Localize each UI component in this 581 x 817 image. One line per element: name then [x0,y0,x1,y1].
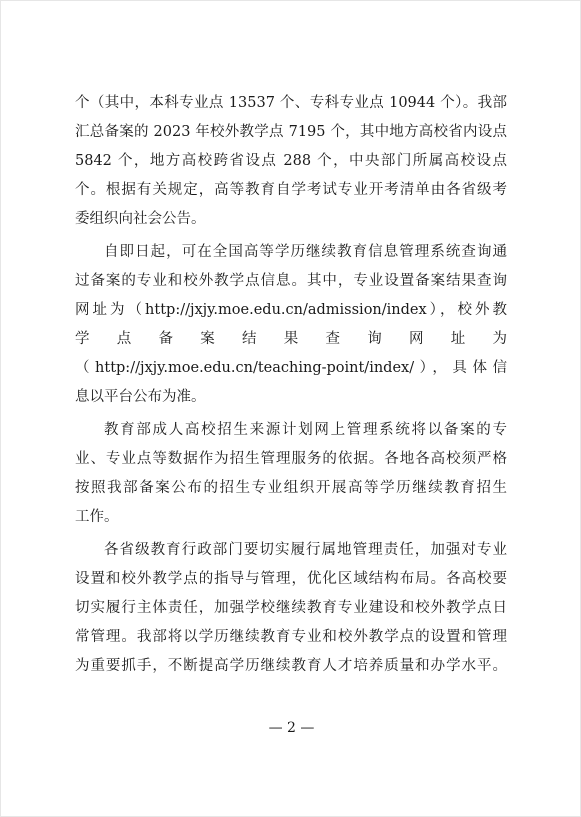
text-line: 为重要抓手，不断提高学历继续教育人才培养质量和办学水平。 [75,658,507,674]
text-line: 汇总备案的 2023 年校外教学点 7195 个，其中地方高校省内设点 [75,124,507,140]
text-line: 教育部成人高校招生来源计划网上管理系统将以备案的专 [104,422,507,438]
document-body [75,89,507,681]
text-line: （http://jxjy.moe.edu.cn/teaching-point/index/），具体信 [75,360,507,376]
text-line: 5842 个，地方高校跨省设点 288 个，中央部门所属高校设点 [75,153,507,169]
text-line: 学 点 备 案 结 果 查 询 网 址 为 [75,331,507,347]
text-line: 网址为（http://jxjy.moe.edu.cn/admission/index），校外教 [75,302,507,318]
text-line: 息以平台公布为准。 [75,389,206,405]
text-line: 自即日起，可在全国高等学历继续教育信息管理系统查询通 [104,244,507,260]
text-line: 工作。 [75,509,119,525]
text-line: 个。根据有关规定，高等教育自学考试专业开考清单由各省级考 [75,182,507,198]
text-line: 业、专业点等数据作为招生管理服务的依据。各地各高校须严格 [75,451,507,467]
text-line: 设置和校外教学点的指导与管理，优化区域结构布局。各高校要 [75,571,507,587]
page-number: — 2 — [268,720,315,736]
text-line: 切实履行主体责任，加强学校继续教育专业建设和校外教学点日 [75,600,507,616]
text-line: 常管理。我部将以学历继续教育专业和校外教学点的设置和管理 [75,629,507,645]
text-line: 各省级教育行政部门要切实履行属地管理责任，加强对专业 [104,542,507,558]
text-line: 个（其中，本科专业点 13537 个、专科专业点 10944 个）。我部 [75,95,507,111]
text-line: 委组织向社会公告。 [75,211,206,227]
text-line: 过备案的专业和校外教学点信息。其中，专业设置备案结果查询 [75,273,507,289]
text-line: 按照我部备案公布的招生专业组织开展高等学历继续教育招生 [75,480,507,496]
